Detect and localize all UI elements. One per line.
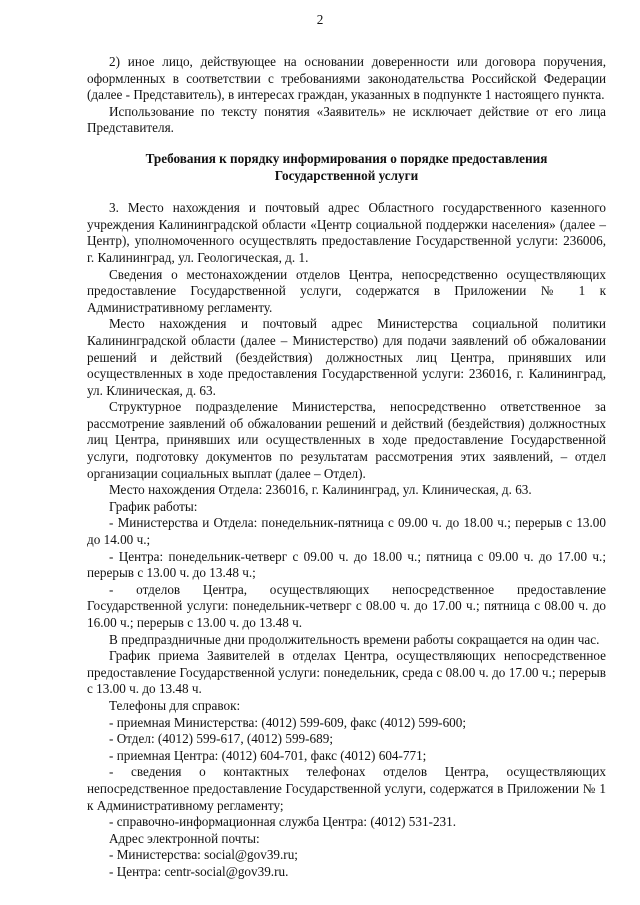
paragraph-applicant-usage: Использование по тексту понятия «Заявитель» не исключает действие от его лица Представителя. xyxy=(87,103,606,136)
paragraph-ministry-address: Место нахождения и почтовый адрес Министерства социальной политики Калининградской области (далее – Министерство) для подачи заявлений об обжаловании решений и действий (бездействия) должностных лиц Центра, принявших или осуществленных в ходе предоставления Государственной услуги: 236016, г. Калининград, ул. Клиническая, д. 63. xyxy=(87,316,606,398)
paragraph-holiday-note: В предпраздничные дни продолжительность времени работы сокращается на один час. xyxy=(109,631,600,647)
paragraph-departments-info: Сведения о местонахождении отделов Центра, непосредственно осуществляющих предоставление Государственной услуги, содержатся в Приложении № 1 к Административному регламенту. xyxy=(87,266,606,315)
paragraph-structural-unit: Структурное подразделение Министерства, непосредственно ответственное за рассмотрение заявлений об обжаловании решений и действий (бездействия) должностных лиц Центра, принявших или осуществленных в ходе предоставление Государственной услуги, подготовку документов по результатам рассмотрения этих заявлений, – отдел организации социальных выплат (далее – Отдел). xyxy=(87,399,606,481)
list-item-email-center: - Центра: centr-social@gov39.ru. xyxy=(109,863,289,879)
paragraph-schedule-title: График работы: xyxy=(109,498,198,514)
list-item-schedule-departments: - отделов Центра, осуществляющих непосредственное предоставление Государственной услуги: понедельник-четверг с 08.00 ч. до 17.00 ч.; пятница с 08.00 ч. до 16.00 ч.; перерыв с 13.00 ч. до 13.48 ч. xyxy=(87,581,606,630)
list-item-phone-center: - приемная Центра: (4012) 604-701, факс (4012) 604-771; xyxy=(109,747,427,763)
list-item-phone-departments-info: - сведения о контактных телефонах отделов Центра, осуществляющих непосредственное предоставление Государственной услуги, содержатся в Приложении № 1 к Административному регламенту; xyxy=(87,764,606,813)
document-body xyxy=(87,54,606,881)
paragraph-phones-title: Телефоны для справок: xyxy=(109,697,241,713)
paragraph-email-title: Адрес электронной почты: xyxy=(109,830,260,846)
paragraph-reception-schedule: График приема Заявителей в отделах Центра, осуществляющих непосредственное предоставление Государственной услуги: понедельник, среда с 08.00 ч. до 17.00 ч.; перерыв с 13.00 ч. до 13.48 ч. xyxy=(87,648,606,697)
list-item-schedule-ministry: - Министерства и Отдела: понедельник-пятница с 09.00 ч. до 18.00 ч.; перерыв с 13.00 до 14.00 ч.; xyxy=(87,515,606,548)
page-number: 2 xyxy=(316,12,324,27)
section-heading: Требования к порядку информирования о порядке предоставления Государственной услуги xyxy=(145,150,548,183)
list-item-email-ministry: - Министерства: social@gov39.ru; xyxy=(109,847,298,863)
list-item-phone-helpdesk: - справочно-информационная служба Центра: (4012) 531-231. xyxy=(109,814,457,830)
list-item-schedule-center: - Центра: понедельник-четверг с 09.00 ч. до 18.00 ч.; пятница с 09.00 ч. до 17.00 ч.; перерыв с 13.00 ч. до 13.48 ч.; xyxy=(87,548,606,581)
paragraph-representative: 2) иное лицо, действующее на основании доверенности или договора поручения, оформленных в соответствии с требованиями законодательства Российской Федерации (далее - Представитель), в интересах граждан, указанных в подпункте 1 настоящего пункта. xyxy=(87,54,606,103)
list-item-phone-department: - Отдел: (4012) 599-617, (4012) 599-689; xyxy=(109,731,333,747)
list-item-phone-ministry: - приемная Министерства: (4012) 599-609, факс (4012) 599-600; xyxy=(109,714,467,730)
paragraph-center-address: 3. Место нахождения и почтовый адрес Областного государственного казенного учреждения Калининградской области «Центр социальной поддержки населения» (далее – Центр), уполномоченного осуществлять предоставление Государственной услуги: 236006, г. Калининград, ул. Геологическая, д. 1. xyxy=(87,200,606,265)
paragraph-department-location: Место нахождения Отдела: 236016, г. Калининград, ул. Клиническая, д. 63. xyxy=(109,482,532,498)
